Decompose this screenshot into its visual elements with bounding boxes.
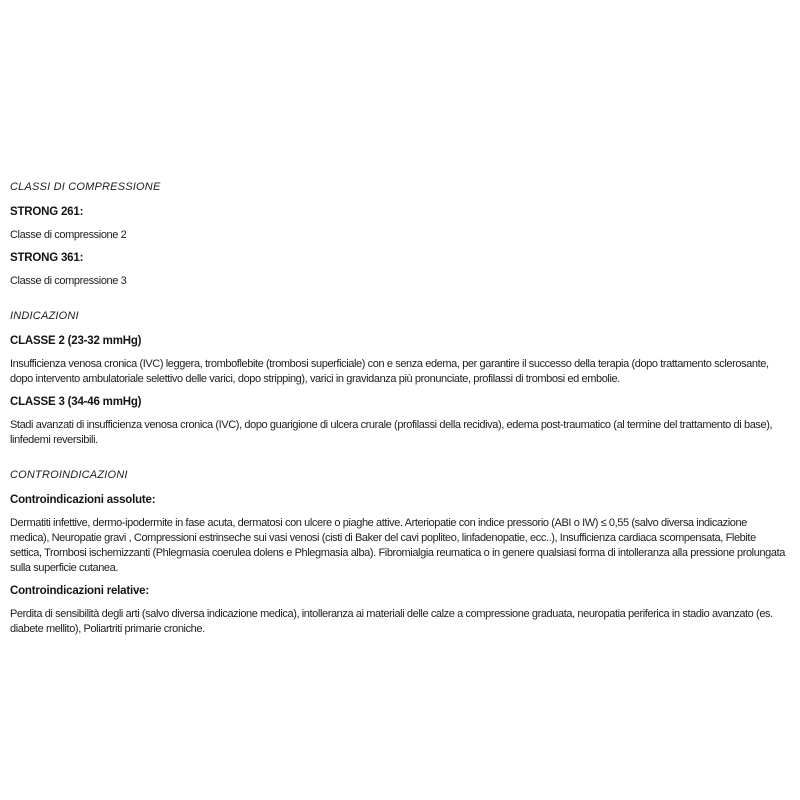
section-classi-di-compressione: [10, 180, 786, 289]
subheading-classe-2: CLASSE 2 (23-32 mmHg): [10, 335, 142, 347]
paragraph-classe-compressione-3: Classe di compressione 3: [10, 275, 127, 287]
subheading-controindicazioni-assolute: Controindicazioni assolute:: [10, 494, 156, 506]
paragraph-controindicazioni-assolute: Dermatiti infettive, dermo-ipodermite in fase acuta, dermatosi con ulcere o piaghe attive. Arteriopatie con indice pressorio (ABI o IW) ≤ 0,55 (salvo diversa indicazione medica), Neuropatie gravi , Compressioni estrinseche sui vasi venosi (cisti di Baker del cavi popliteo, linfadenopatie, ecc..), Insufficienza cardiaca scompensata, Flebite settica, Trombosi ischemizzanti (Phlegmasia coerulea dolens e Phlegmasia alba). Fibromialgia reumatica o in genere qualsiasi forma di intolleranza alla pressione prolungata sulla superficie cutanea.: [10, 517, 785, 574]
section-indicazioni: [10, 309, 786, 448]
section-controindicazioni: [10, 468, 786, 637]
subheading-strong-361: STRONG 361:: [10, 252, 84, 264]
paragraph-indicazioni-classe-3: Stadi avanzati di insufficienza venosa cronica (IVC), dopo guarigione di ulcera crurale (profilassi della recidiva), edema post-traumatico (al termine del trattamento di base), linfedemi reversibili.: [10, 419, 773, 446]
section-header: CLASSI DI COMPRESSIONE: [10, 181, 161, 193]
document-content: [10, 180, 786, 653]
paragraph-classe-compressione-2: Classe di compressione 2: [10, 229, 127, 241]
paragraph-indicazioni-classe-2: Insufficienza venosa cronica (IVC) leggera, tromboflebite (trombosi superficiale) con e senza edema, per garantire il successo della terapia (dopo trattamento sclerosante, dopo intervento ambulatoriale selettivo delle varici, dopo stripping), varici in gravidanza più pronunciate, profilassi di trombosi ed embolie.: [10, 358, 769, 385]
section-header: INDICAZIONI: [10, 310, 79, 322]
paragraph-controindicazioni-relative: Perdita di sensibilità degli arti (salvo diversa indicazione medica), intolleranza ai materiali delle calze a compressione graduata, neuropatia periferica in stadio avanzato (es. diabete mellito), Poliartriti primarie croniche.: [10, 608, 773, 635]
section-header: CONTROINDICAZIONI: [10, 469, 128, 481]
subheading-strong-261: STRONG 261:: [10, 206, 84, 218]
subheading-controindicazioni-relative: Controindicazioni relative:: [10, 585, 150, 597]
subheading-classe-3: CLASSE 3 (34-46 mmHg): [10, 396, 142, 408]
